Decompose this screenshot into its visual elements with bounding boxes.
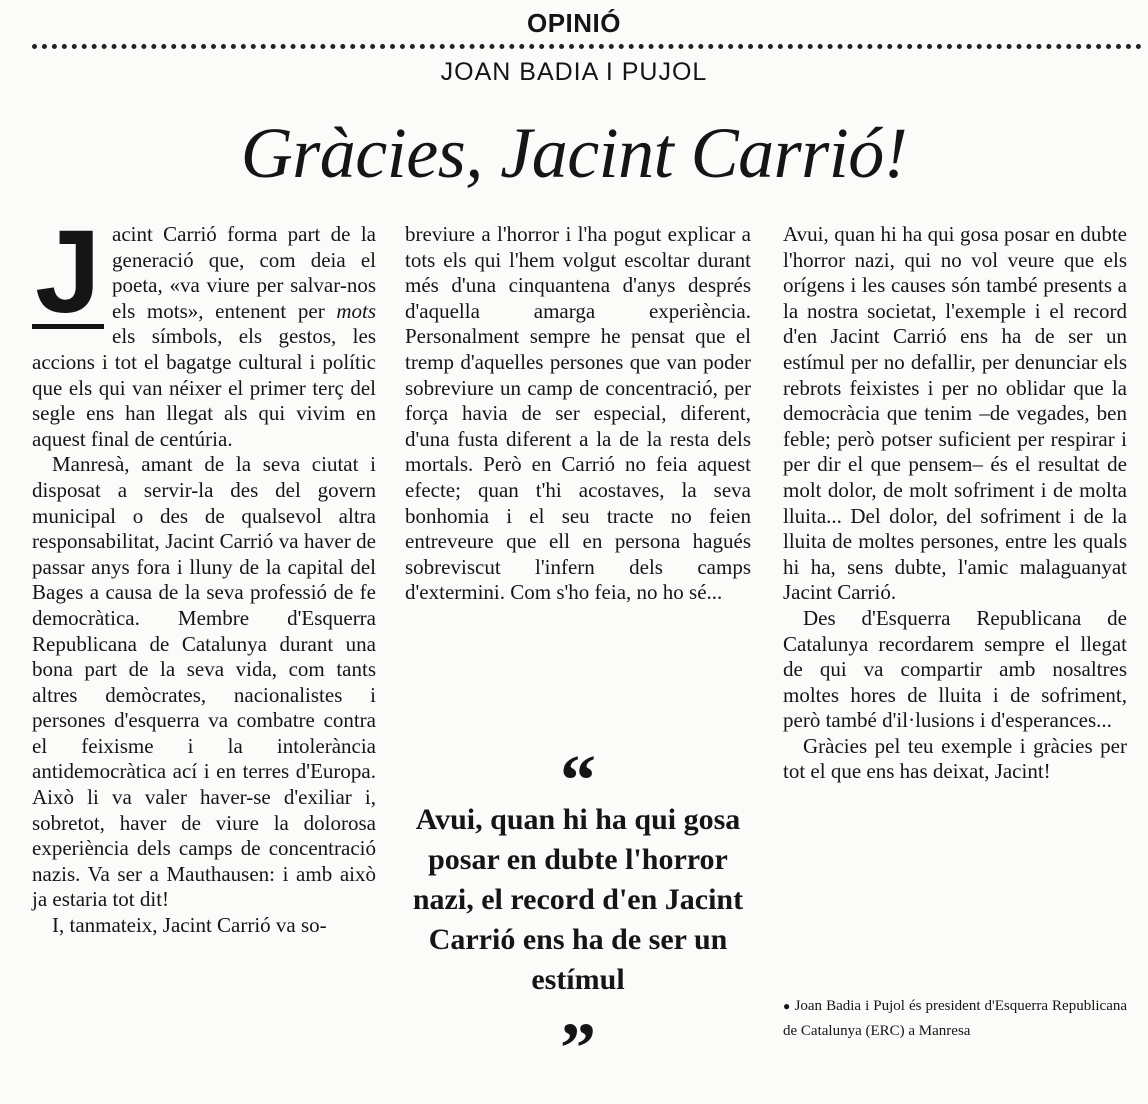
footnote-text: Joan Badia i Pujol és president d'Esquerra Republicana de Catalunya (ERC) a Manresa: [783, 998, 1128, 1039]
paragraph: Manresà, amant de la seva ciutat i disposat a servir-la des del govern municipal o des de qualsevol altra responsabilitat, Jacint Carrió va haver de passar anys fora i lluny de la capital del Bages a causa de la seva professió de fe democràtica. Membre d'Esquerra Republicana de Catalunya durant una bona part de la seva vida, com tants altres demòcrates, nacionalistes i persones d'esquerra va combatre contra el feixisme i la intolerància antidemocràtica ací i en terres d'Europa. Això li va valer haver-se d'exiliar i, sobretot, haver de viure la dolorosa experiència dels camps de concentració nazis. Va ser a Mauthausen: i amb això ja estaria tot dit!: [32, 452, 376, 912]
paragraph: I, tanmateix, Jacint Carrió va so-: [52, 913, 327, 938]
open-quote-mark: “: [560, 740, 596, 820]
article-column-1: [32, 206, 376, 939]
article-column-2: [405, 222, 751, 606]
bullet-icon: ●: [783, 999, 791, 1013]
close-quote-mark: ”: [560, 1008, 596, 1088]
paragraph: Gràcies pel teu exemple i gràcies per tot el que ens has deixat, Jacint!: [783, 733, 1127, 784]
paragraph: Des d'Esquerra Republicana de Catalunya recordarem sempre el llegat de qui va compartir amb nosaltres moltes hores de lluita i de sofriment, però també d'il·lusions i d'esperances...: [783, 605, 1127, 733]
paragraph: breviure a l'horror i l'ha pogut explicar a tots els qui l'hem volgut escoltar durant més d'una cinquantena d'anys després d'aquella amarga experiència. Personalment sempre he pensat que el tremp d'aquelles persones que van poder sobreviure un camp de concentració, per força havia de ser especial, diferent, d'una fusta diferent a la de la resta dels mortals. Però en Carrió no feia aquest efecte; quan t'hi acostaves, la seva bonhomia i el seu tracte no feien entreveure que ell en persona hagués sobreviscut l'infern dels camps d'extermini. Com s'ho feia, no ho sé...: [405, 222, 751, 605]
author-byline: JOAN BADIA I PUJOL: [440, 58, 708, 86]
section-label: OPINIÓ: [526, 8, 621, 38]
article-column-3: [783, 222, 1127, 785]
dotted-divider: [32, 44, 1142, 49]
paragraph: [32, 206, 376, 452]
paragraph-text: acint Carrió forma part de la generació que, com deia el poeta, «va viure per salvar-nos els mots», entenent per: [112, 222, 376, 323]
emphasis-text: mots: [336, 298, 376, 323]
paragraph: Avui, quan hi ha qui gosa posar en dubte l'horror nazi, qui no vol veure que els orígens i les causes són també presents a la nostra societat, l'exemple i el record d'en Jacint Carrió ens ha de ser un estímul per no defallir, per denunciar els rebrots feixistes i per no oblidar que la democràcia que tenim –de vegades, ben feble; però potser suficient per respirar i per dir el que pensem– és el resultat de molt dolor, de molt sofriment i de molta lluita... Del dolor, del sofriment i de la lluita de moltes persones, entre les quals hi ha, sens dubte, l'amic malaguanyat Jacint Carrió.: [783, 222, 1127, 605]
headline: Gràcies, Jacint Carrió!: [240, 113, 908, 193]
pull-quote: Avui, quan hi ha qui gosa posar en dubte l'horror nazi, el record d'en Jacint Carrió ens ha de ser un estímul: [412, 803, 744, 996]
drop-cap: J: [32, 224, 104, 329]
paragraph-text: els símbols, els gestos, les accions i tot el bagatge cultural i polític que els qui van néixer el primer terç del segle ens han llegat als qui vivim en aquest final de centúria.: [32, 324, 376, 451]
author-footnote: [783, 994, 1127, 1044]
